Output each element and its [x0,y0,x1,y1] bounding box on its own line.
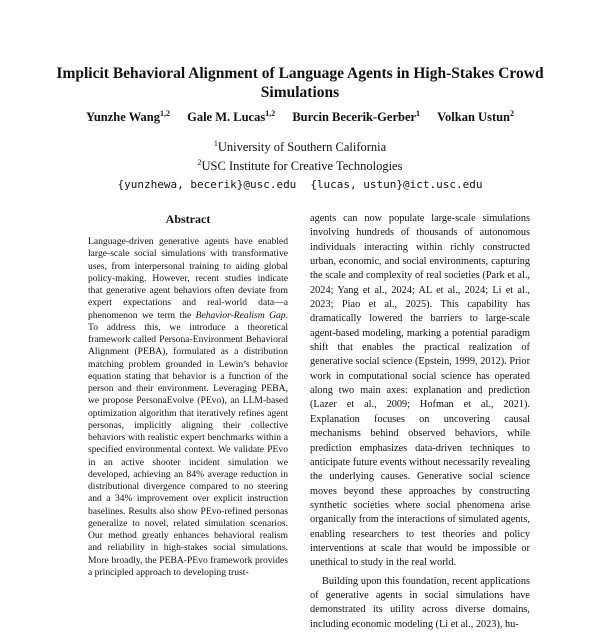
author-affiliation-marker: 2 [510,109,515,118]
affiliation-marker: 1 [213,139,218,148]
affiliation-list [40,136,560,174]
author-affiliation-marker: 1 [416,109,421,118]
abstract-column [88,212,288,579]
affiliation [40,155,560,174]
author-name: Volkan Ustun [437,110,511,125]
abstract-text-part: . To address this, we introduce a theoretical framework called Persona-Environment Behavioral Alignment (PEBA), formulated as a distribution matching problem grounded in Lewin’s behavior equation stating that behavior is a function of the person and their environment. Leveraging PEBA, we propose PersonaEvolve (PEvo), an LLM-based optimization algorithm that iteratively refines agent personas, implicitly aligning their collective behaviors with realistic expert benchmarks within a specified environmental context. We validate PEvo in an active shooter incident simulation we developed, achieving an 84% average reduction in distributional divergence compared to no steering and a 34% improvement over explicit instruction baselines. Results also show PEvo-refined personas generalize to novel, related simulation scenarios. Our method greatly enhances behavioral realism and reliability in high-stakes social simulations. More broadly, the PEBA-PEvo framework provides a principled approach to developing trust- [88,309,289,578]
author [86,110,170,124]
author-affiliation-marker: 1,2 [265,109,276,118]
abstract-text-part: Language-driven generative agents have enabled large-scale social simulations with transformative uses, from interpersonal training to aiding global policy-making. However, recent studies indicate that generative agent behaviors often deviate from expert expectations and real-world data—a phenomenon we term the [88,236,288,321]
abstract-emphasized-term: Behavior-Realism Gap [195,309,286,321]
author-affiliation-marker: 1,2 [159,109,170,118]
affiliation [40,136,560,155]
author-name: Yunzhe Wang [85,110,160,125]
affiliation-marker: 2 [197,158,202,168]
author [292,110,420,124]
email-list [40,178,560,192]
author-list [40,106,560,125]
author [437,110,514,124]
author-name: Gale M. Lucas [187,110,266,125]
abstract-heading: Abstract [165,212,211,226]
author-name: Burcin Becerik-Gerber [292,110,417,125]
body-column [310,212,530,632]
body-paragraph: agents can now populate large-scale simulations involving hundreds of thousands of autonomous individuals interacting within richly constructed urban, economic, and social environments, capturing the scale and complexity of real societies (Park et al., 2024; Yang et al., 2024; AL et al., 2024; Li et al., 2023; Piao et al., 2025). This capability has dramatically lowered the barriers to large-scale agent-based modeling, marking a potential paradigm shift that enables the practical realization of generative social science (Epstein, 1999, 2012). Prior work in computational social science has operated along two main axes: explanation and prediction (Lazer et al., 2009; Hofman et al., 2021). Explanation focuses on uncovering causal mechanisms behind observed behaviors, while prediction emphasizes data-driven techniques to anticipate future events without necessarily revealing the underlying causes. Generative social science moves beyond these approaches by constructing synthetic societies where social phenomena arise organically from the interactions of simulated agents, enabling researchers to test theories and policy interventions at scale that would be impossible or unethical to study in the real world. [310,213,530,569]
affiliation-name: University of Southern California [217,140,387,155]
abstract-text [88,236,288,579]
email-address: {lucas, ustun}@ict.usc.edu [310,178,483,191]
body-paragraph: Building upon this foundation, recent applications of generative agents in social simulations have demonstrated its utility across diverse domains, including economic modeling (Li et al., 2023), hu- [310,575,530,630]
email-address: {yunzhewa, becerik}@usc.edu [117,178,297,191]
author [187,110,275,124]
paper-title: Implicit Behavioral Alignment of Language Agents in High-Stakes Crowd Simulations [56,65,544,101]
affiliation-name: USC Institute for Creative Technologies [201,159,403,174]
